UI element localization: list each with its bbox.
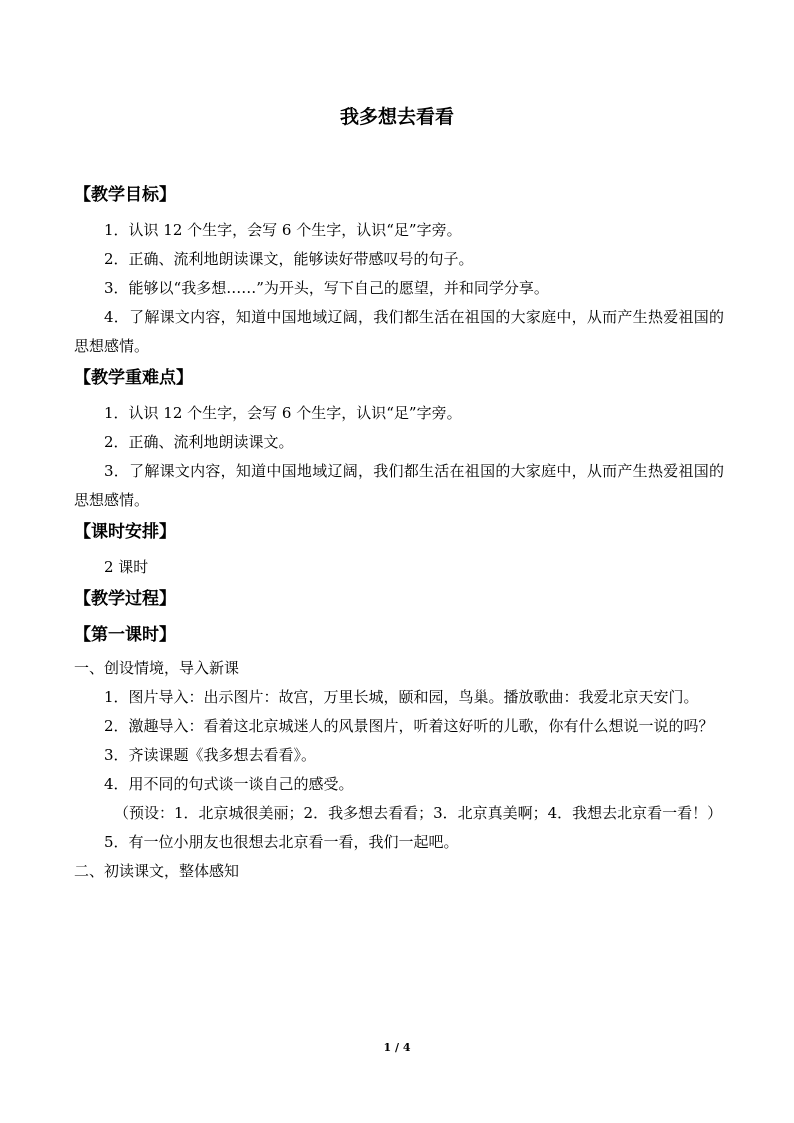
part1-item: 5．有一位小朋友也很想去北京看一看，我们一起吧。 <box>104 833 459 851</box>
objective-item: 2．正确、流利地朗读课文，能够读好带感叹号的句子。 <box>104 250 474 268</box>
part2-heading: 二、初读课文，整体感知 <box>74 862 240 880</box>
schedule-text: 2 课时 <box>104 558 149 576</box>
part1-item: （预设：1．北京城很美丽；2．我多想去看看；3．北京真美啊；4．我想去北京看一看！） <box>114 804 723 822</box>
first-lesson-heading: 【第一课时】 <box>74 625 176 645</box>
key-points-heading: 【教学重难点】 <box>74 368 193 388</box>
key-point-item: 1．认识 12 个生字，会写 6 个生字，认识“足”字旁。 <box>104 404 462 422</box>
objective-item: 4．了解课文内容，知道中国地域辽阔，我们都生活在祖国的大家庭中，从而产生热爱祖国的思想感情。 <box>74 308 724 355</box>
objectives-heading: 【教学目标】 <box>74 185 176 205</box>
page-title: 我多想去看看 <box>339 106 454 128</box>
objective-item: 1．认识 12 个生字，会写 6 个生字，认识“足”字旁。 <box>104 221 462 239</box>
part1-item: 2．激趣导入：看着这北京城迷人的风景图片，听着这好听的儿歌，你有什么想说一说的吗？ <box>104 717 714 735</box>
schedule-heading: 【课时安排】 <box>74 522 176 542</box>
part1-heading: 一、创设情境，导入新课 <box>74 659 240 677</box>
page-number: 1 / 4 <box>383 1041 411 1054</box>
process-heading: 【教学过程】 <box>74 589 176 609</box>
part1-item: 4．用不同的句式谈一谈自己的感受。 <box>104 775 354 793</box>
part1-item: 3．齐读课题《我多想去看看》。 <box>104 746 317 764</box>
key-point-item: 2．正确、流利地朗读课文。 <box>104 433 294 451</box>
key-point-item: 3．了解课文内容，知道中国地域辽阔，我们都生活在祖国的大家庭中，从而产生热爱祖国的思想感情。 <box>74 462 724 509</box>
document-body <box>74 182 724 886</box>
part1-item: 1．图片导入：出示图片：故宫，万里长城，颐和园，鸟巢。播放歌曲：我爱北京天安门。 <box>104 688 699 706</box>
objective-item: 3．能够以“我多想……”为开头，写下自己的愿望，并和同学分享。 <box>104 279 549 297</box>
